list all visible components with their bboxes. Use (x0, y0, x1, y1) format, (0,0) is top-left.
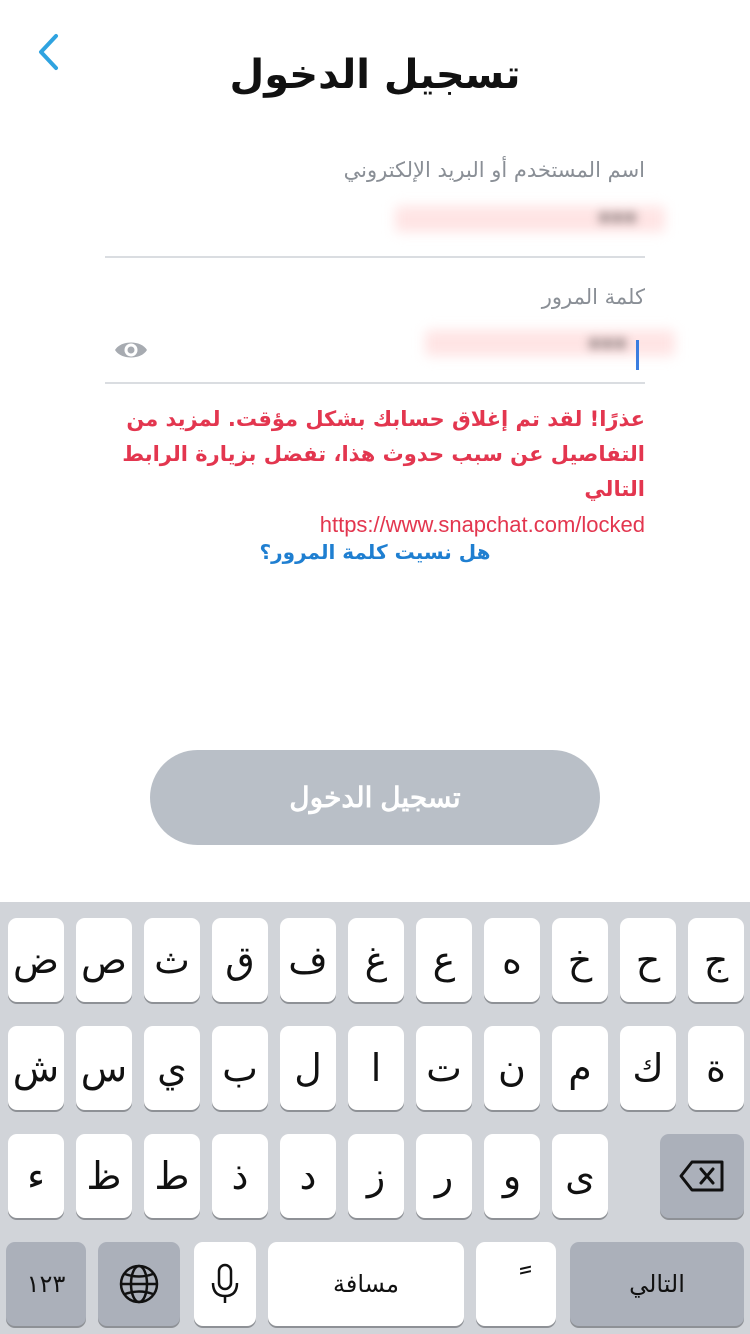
key[interactable]: ض (8, 918, 64, 1002)
key[interactable]: ن (484, 1026, 540, 1110)
forgot-password-link[interactable]: هل نسيت كلمة المرور؟ (259, 540, 491, 564)
key[interactable]: ز (348, 1134, 404, 1218)
next-key[interactable]: التالي (570, 1242, 744, 1326)
key[interactable]: ل (280, 1026, 336, 1110)
key[interactable]: ة (688, 1026, 744, 1110)
key[interactable]: ء (8, 1134, 64, 1218)
key[interactable]: د (280, 1134, 336, 1218)
password-field[interactable] (105, 322, 645, 384)
delete-icon (678, 1159, 726, 1193)
error-text: عذرًا! لقد تم إغلاق حسابك بشكل مؤقت. لمزيد من التفاصيل عن سبب حدوث هذا، تفضل بزيارة الرابط التالي (122, 407, 645, 501)
text-caret (636, 340, 639, 370)
delete-key[interactable] (660, 1134, 744, 1218)
globe-icon (118, 1263, 160, 1305)
key[interactable]: ى (552, 1134, 608, 1218)
key[interactable]: ع (416, 918, 472, 1002)
key[interactable]: غ (348, 918, 404, 1002)
key[interactable]: ذ (212, 1134, 268, 1218)
globe-key[interactable] (98, 1242, 180, 1326)
username-label: اسم المستخدم أو البريد الإلكتروني (343, 158, 645, 182)
username-field[interactable] (105, 196, 645, 258)
username-value: *** (598, 208, 637, 238)
key[interactable]: ش (8, 1026, 64, 1110)
password-label: كلمة المرور (541, 285, 645, 309)
page-title: تسجيل الدخول (229, 52, 521, 98)
login-button[interactable]: تسجيل الدخول (150, 750, 600, 845)
key[interactable]: خ (552, 918, 608, 1002)
key[interactable]: ث (144, 918, 200, 1002)
key[interactable]: ا (348, 1026, 404, 1110)
key[interactable]: ف (280, 918, 336, 1002)
password-value: *** (588, 334, 627, 364)
microphone-icon (210, 1263, 240, 1305)
space-key[interactable]: مسافة (268, 1242, 464, 1326)
key[interactable]: م (552, 1026, 608, 1110)
error-message (85, 402, 645, 543)
numbers-key[interactable]: ١٢٣ (6, 1242, 86, 1326)
key[interactable]: ط (144, 1134, 200, 1218)
key[interactable]: ح (620, 918, 676, 1002)
key[interactable]: ب (212, 1026, 268, 1110)
key[interactable]: ي (144, 1026, 200, 1110)
key[interactable]: ج (688, 918, 744, 1002)
key[interactable]: ق (212, 918, 268, 1002)
diacritic-key[interactable] (476, 1242, 556, 1326)
key[interactable]: ظ (76, 1134, 132, 1218)
keyboard (0, 902, 750, 1334)
key[interactable]: ك (620, 1026, 676, 1110)
key[interactable]: ه (484, 918, 540, 1002)
key[interactable]: ر (416, 1134, 472, 1218)
key[interactable]: و (484, 1134, 540, 1218)
key[interactable]: ص (76, 918, 132, 1002)
eye-icon[interactable] (111, 330, 151, 370)
key[interactable]: س (76, 1026, 132, 1110)
key[interactable]: ت (416, 1026, 472, 1110)
microphone-key[interactable] (194, 1242, 256, 1326)
error-link[interactable]: https://www.snapchat.com/locked (319, 512, 645, 537)
